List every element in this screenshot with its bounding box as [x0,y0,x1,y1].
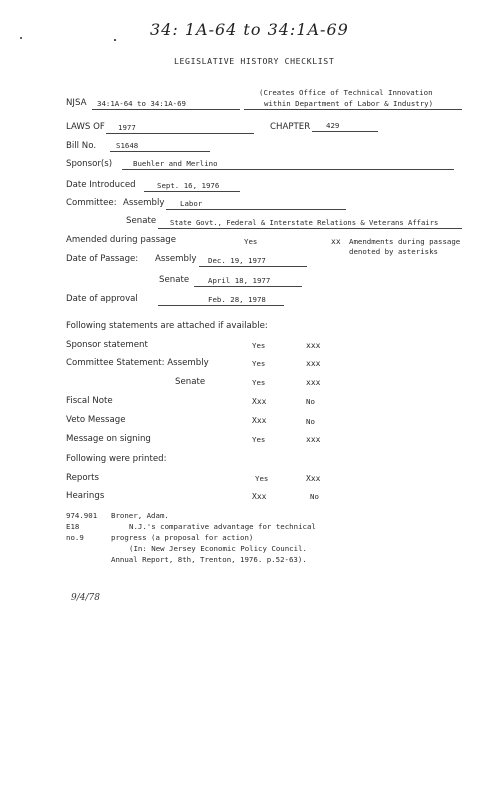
sponsors-underline [122,169,454,170]
citation-author: Broner, Adam. [111,511,169,520]
committee-statement-senate-no: xxx [306,378,321,387]
committee-statement-assembly-yes: Yes [252,359,266,368]
hearings-yes: Xxx [252,492,267,501]
amended-note-line1: Amendments during passage [349,237,461,246]
reports-label: Reports [66,473,99,483]
amended-label: Amended during passage [66,235,177,245]
committee-senate-value: State Govt., Federal & Interstate Relations & Veterans Affairs [170,218,439,227]
committee-assembly-value: Labor [180,199,203,208]
passage-senate-value: April 18, 1977 [208,276,271,285]
bill-no-underline [110,151,210,152]
date-introduced-value: Sept. 16, 1976 [157,181,220,190]
veto-message-no: No [306,417,315,426]
committee-statement-assembly-label: Committee Statement: Assembly [66,358,209,368]
chapter-underline [312,131,378,132]
committee-senate-underline [158,228,462,229]
citation-source: (In: New Jersey Economic Policy Council. [129,544,307,553]
call-number-1: 974.901 [66,511,98,520]
description-underline [244,109,462,110]
committee-assembly-underline [166,209,346,210]
passage-senate-label: Senate [159,275,190,285]
handwritten-statute-range: 34: 1A-64 to 34:1A-69 [150,20,349,39]
scan-speck [114,39,116,41]
act-description-line1: (Creates Office of Technical Innovation [259,88,433,97]
sponsor-statement-yes: Yes [252,341,266,350]
committee-assembly-label: Assembly [123,198,165,208]
scan-speck [20,37,22,39]
fiscal-note-no: No [306,397,315,406]
citation-title-cont: progress (a proposal for action) [111,533,254,542]
date-introduced-underline [144,191,240,192]
citation-source-cont: Annual Report, 8th, Trenton, 1976. p.52-63). [111,555,307,564]
date-approval-label: Date of approval [66,294,138,304]
call-number-2: E18 [66,522,80,531]
amended-note-line2: denoted by asterisks [349,247,438,256]
passage-assembly-label: Assembly [155,254,197,264]
bill-no-value: S1648 [116,141,139,150]
date-introduced-label: Date Introduced [66,180,136,190]
veto-message-yes: Xxx [252,416,267,425]
chapter-label: CHAPTER [270,122,311,132]
handwritten-initials: 9/4/78 [71,593,100,603]
committee-statement-senate-label: Senate [175,377,206,387]
bill-no-label: Bill No. [66,141,97,151]
veto-message-label: Veto Message [66,415,126,425]
chapter-value: 429 [326,121,340,130]
committee-statement-senate-yes: Yes [252,378,266,387]
call-number-3: no.9 [66,533,84,542]
laws-of-value: 1977 [118,123,136,132]
reports-no: Xxx [306,474,321,483]
attached-heading: Following statements are attached if available: [66,321,268,331]
message-on-signing-no: xxx [306,435,321,444]
hearings-label: Hearings [66,491,105,501]
message-on-signing-yes: Yes [252,435,266,444]
njsa-value: 34:1A-64 to 34:1A-69 [97,99,186,108]
date-passage-label: Date of Passage: [66,254,139,264]
citation-title: N.J.'s comparative advantage for technical [129,522,316,531]
njsa-underline [92,109,240,110]
committee-senate-label: Senate [126,216,157,226]
passage-assembly-underline [199,266,307,267]
committee-statement-assembly-no: xxx [306,359,321,368]
date-approval-underline [158,305,284,306]
laws-of-label: LAWS OF [66,122,105,132]
act-description-line2: within Department of Labor & Industry) [264,99,434,108]
committee-label: Committee: [66,198,117,208]
date-approval-value: Feb. 28, 1978 [208,295,266,304]
fiscal-note-label: Fiscal Note [66,396,113,406]
page-title: LEGISLATIVE HISTORY CHECKLIST [174,56,335,66]
reports-yes: Yes [255,474,269,483]
amended-note-mark: xx [331,237,341,246]
passage-assembly-value: Dec. 19, 1977 [208,256,266,265]
laws-of-underline [106,133,254,134]
sponsor-statement-label: Sponsor statement [66,340,148,350]
sponsors-label: Sponsor(s) [66,159,113,169]
message-on-signing-label: Message on signing [66,434,151,444]
fiscal-note-yes: Xxx [252,397,267,406]
sponsor-statement-no: xxx [306,341,321,350]
passage-senate-underline [194,286,302,287]
sponsors-value: Buehler and Merlino [133,159,218,168]
hearings-no: No [310,492,319,501]
printed-heading: Following were printed: [66,454,167,464]
njsa-label: NJSA [66,98,87,108]
amended-value: Yes [244,237,258,246]
